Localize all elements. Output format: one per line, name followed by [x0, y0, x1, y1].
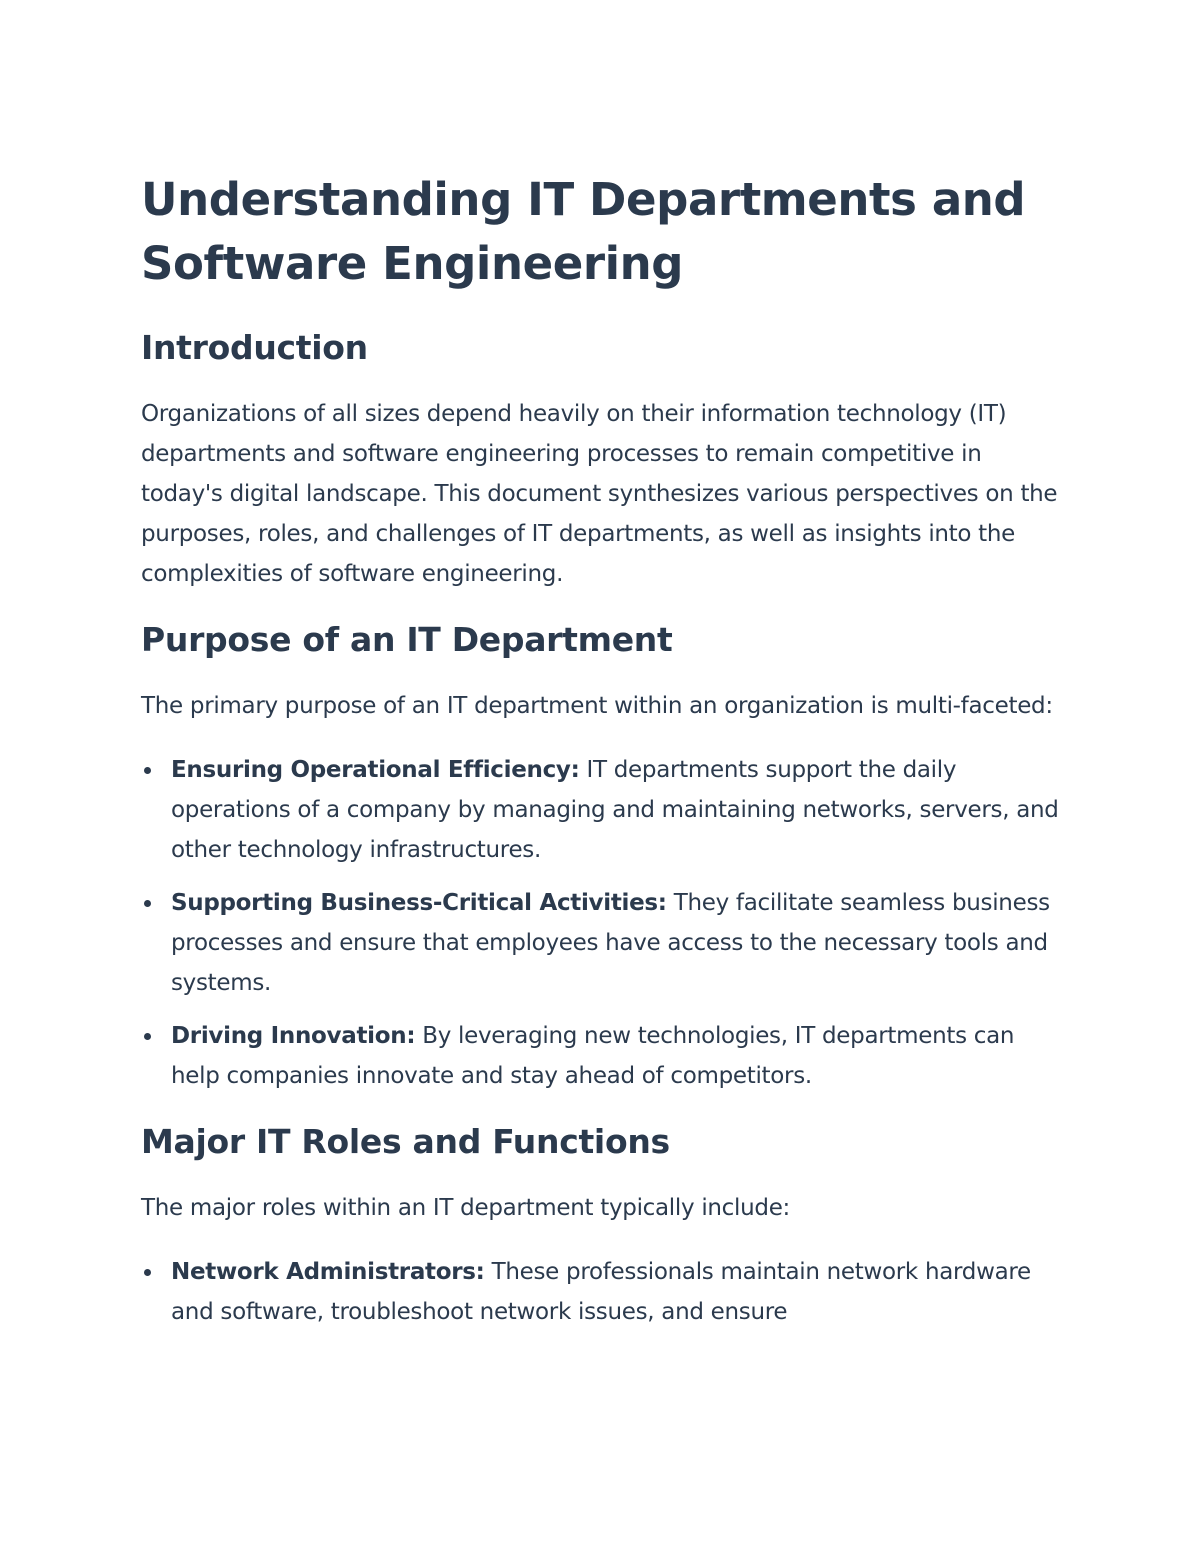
bullet-icon	[144, 900, 151, 907]
bullet-icon	[144, 1033, 151, 1040]
bullet-icon	[144, 1269, 151, 1276]
list-item	[141, 883, 1061, 1003]
list-item	[141, 1016, 1061, 1096]
list-item	[141, 750, 1061, 870]
list-item-term: Supporting Business-Critical Activities:	[171, 890, 667, 916]
list-item-term: Network Administrators:	[171, 1259, 485, 1285]
section-purpose	[141, 618, 1061, 1096]
section-heading: Major IT Roles and Functions	[141, 1122, 670, 1161]
section-heading: Purpose of an IT Department	[141, 620, 673, 659]
list-item-text: They facilitate seamless business processes and ensure that employees have access to the necessary tools and systems.	[171, 890, 1050, 996]
document-title: Understanding IT Departments and Software Engineering	[141, 173, 1026, 290]
list-item-text: IT departments support the daily operations of a company by managing and maintaining networks, servers, and other technology infrastructures.	[171, 757, 1059, 863]
section-paragraph: The major roles within an IT department typically include:	[141, 1195, 790, 1221]
section-introduction	[141, 326, 1061, 594]
section-heading: Introduction	[141, 328, 368, 367]
section-roles	[141, 1120, 1061, 1332]
document-page	[141, 168, 1061, 1356]
bullet-list	[141, 1252, 1061, 1332]
list-item-text: By leveraging new technologies, IT departments can help companies innovate and stay ahead of competitors.	[171, 1023, 1015, 1089]
section-paragraph: Organizations of all sizes depend heavily on their information technology (IT) departments and software engineering processes to remain competitive in today's digital landscape. This document synthesizes various perspectives on the purposes, roles, and challenges of IT departments, as well as insights into the complexities of software engineering.	[141, 401, 1058, 587]
bullet-icon	[144, 767, 151, 774]
bullet-list	[141, 750, 1061, 1096]
section-paragraph: The primary purpose of an IT department within an organization is multi-faceted:	[141, 693, 1053, 719]
list-item-text: These professionals maintain network hardware and software, troubleshoot network issues, and ensure	[171, 1259, 1031, 1325]
list-item-term: Driving Innovation:	[171, 1023, 416, 1049]
list-item	[141, 1252, 1061, 1332]
list-item-term: Ensuring Operational Efficiency:	[171, 757, 580, 783]
